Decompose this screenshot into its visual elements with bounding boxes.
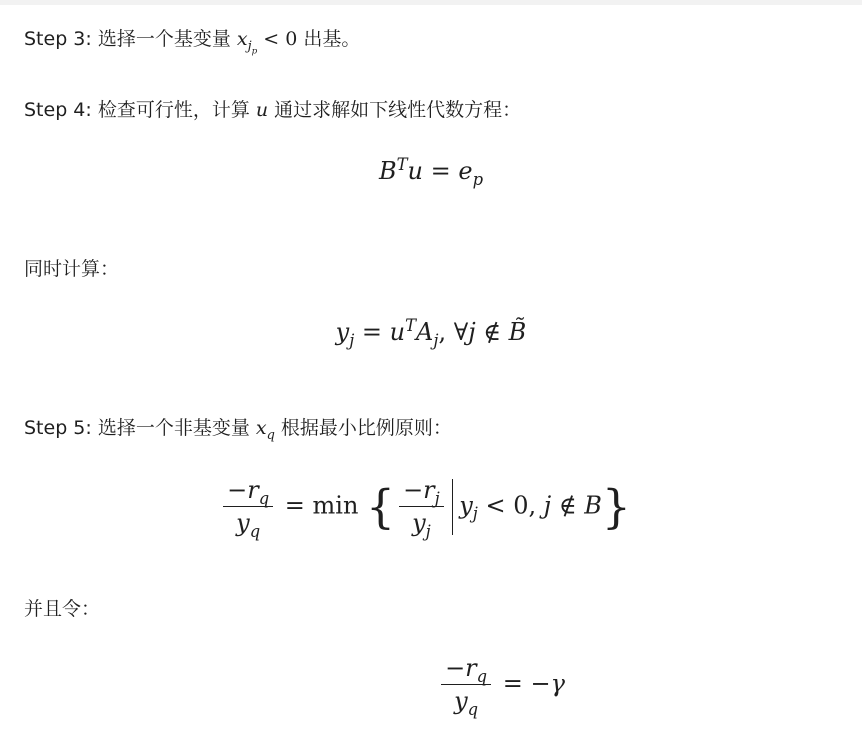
condition-bar <box>452 479 454 535</box>
step5-text: Step 5: 选择一个非基变量 <box>24 417 250 439</box>
equation-yj: $y_j = u^TA_j$, ∀j ∉ B̃ <box>335 316 527 350</box>
step3-tail: 出基。 <box>297 28 361 50</box>
step4-text: Step 4: 检查可行性，计算 <box>24 99 250 121</box>
top-edge <box>0 0 862 5</box>
equation-btu: $B^Tu = e_p$ <box>378 155 484 189</box>
step5-tail: 根据最小比例原则： <box>274 417 452 439</box>
step3-cond: < 0 <box>257 28 298 50</box>
step3-var: $x_{j_p}$ <box>236 28 258 57</box>
step4-tail: 通过求解如下线性代数方程： <box>268 99 522 121</box>
equation-min-ratio: $\frac{-r_q}{y_q}$ = min { $\frac{-r_j}{y_j}$ $y_j < 0$, j ∉ B} <box>0 474 856 540</box>
equation-gamma: $\frac{-r_q}{y_q}$ = −γ <box>70 652 862 718</box>
fraction-rq-yq-2: $\frac{-r_q}{y_q}$ <box>441 652 491 718</box>
fraction-rj-yj: $\frac{-r_j}{y_j}$ <box>399 474 444 540</box>
step4-line <box>24 97 521 123</box>
also-compute-text: 同时计算： <box>24 258 120 280</box>
step5-line <box>24 415 452 441</box>
step3-line <box>24 26 361 57</box>
right-brace: } <box>601 480 631 534</box>
step3-text: Step 3: 选择一个基变量 <box>24 28 231 50</box>
and-let-text: 并且令： <box>24 598 101 620</box>
fraction-rq-yq: $\frac{-r_q}{y_q}$ <box>223 474 273 540</box>
step4-var: u <box>255 99 269 121</box>
step5-var: $x_q$ <box>255 417 275 443</box>
left-brace: { <box>366 480 396 534</box>
